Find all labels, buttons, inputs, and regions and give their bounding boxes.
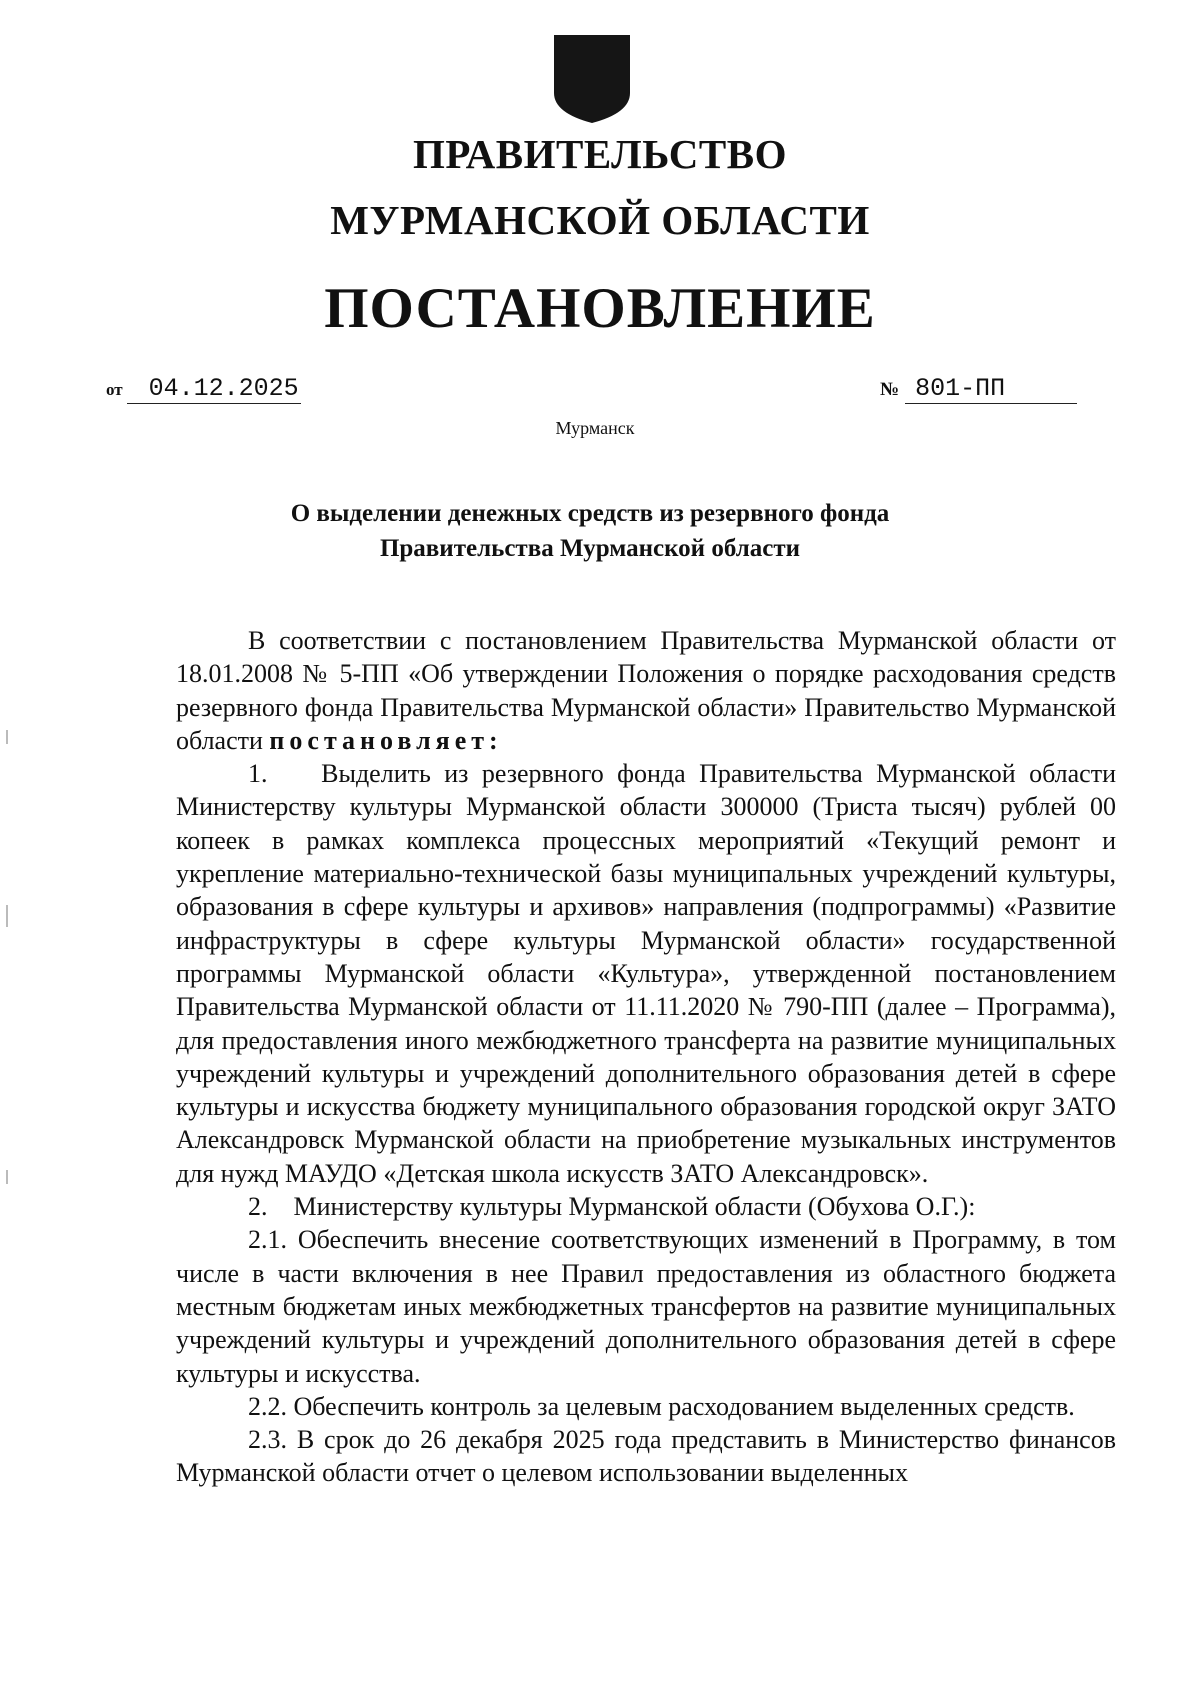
item-2-1-paragraph: 2.1. Обеспечить внесение соответствующих изменений в Программу, в том числе в части включения в нее Правил предоставления из областного бюджета местным бюджетам иных межбюджетных трансфертов на развитие муниципальных учреждений культуры и учреждений дополнительного образования детей в сфере культуры и искусства. <box>176 1225 1116 1388</box>
preamble-paragraph <box>176 624 1116 757</box>
item-1-paragraph: 1. Выделить из резервного фонда Правительства Мурманской области Министерству культуры Мурманской области 300000 (Триста тысяч) рублей 00 копеек в рамках комплекса процессных мероприятий «Текущий ремонт и укрепление материально-технической базы муниципальных учреждений культуры, образования в сфере культуры и архивов» направления (подпрограммы) «Развитие инфраструктуры в сфере культуры Мурманской области» государственной программы Мурманской области «Культура», утвержденной постановлением Правительства Мурманской области от 11.11.2020 № 790-ПП (далее – Программа), для предоставления иного межбюджетного трансферта на развитие муниципальных учреждений культуры и учреждений дополнительного образования детей в сфере культуры и искусства бюджету муниципального образования городской округ ЗАТО Александровск Мурманской области на приобретение музыкальных инструментов для нужд МАУДО «Детская школа искусств ЗАТО Александровск». <box>176 759 1116 1188</box>
coat-of-arms-emblem <box>550 33 634 125</box>
shield-icon <box>550 33 634 125</box>
subject-line1: О выделении денежных средств из резервного фонда <box>290 500 890 527</box>
number-label: № <box>880 379 900 400</box>
scan-margin-mark <box>6 905 8 927</box>
document-subject <box>0 496 1180 566</box>
scan-margin-mark <box>6 1170 8 1184</box>
city-name: Мурманск <box>555 418 635 438</box>
resolution-word: постановляет: <box>269 725 503 755</box>
org-name-line2: МУРМАНСКОЙ ОБЛАСТИ <box>330 197 870 243</box>
document-type-title: ПОСТАНОВЛЕНИЕ <box>324 277 876 340</box>
date-label: от <box>106 380 123 399</box>
org-name-line1: ПРАВИТЕЛЬСТВО <box>412 131 788 177</box>
number-field <box>880 376 1077 404</box>
item-2-2-paragraph: 2.2. Обеспечить контроль за целевым расходованием выделенных средств. <box>248 1391 1075 1421</box>
preamble-text: В соответствии с постановлением Правительства Мурманской области от 18.01.2008 № 5-ПП «Об утверждении Положения о порядке расходования средств резервного фонда Правительства Мурманской области» Правительство Мурманской области <box>176 626 1116 755</box>
scan-margin-mark <box>6 730 8 744</box>
date-field <box>106 376 301 404</box>
item-2-3-paragraph: 2.3. В срок до 26 декабря 2025 года представить в Министерство финансов Мурманской области отчет о целевом использовании выделенных <box>176 1425 1116 1488</box>
document-body <box>176 624 1116 1490</box>
date-value: 04.12.2025 <box>127 376 301 404</box>
number-value: 801-ПП <box>905 376 1077 404</box>
item-2-paragraph: 2. Министерству культуры Мурманской области (Обухова О.Г.): <box>248 1192 976 1222</box>
subject-line2: Правительства Мурманской области <box>379 535 801 562</box>
